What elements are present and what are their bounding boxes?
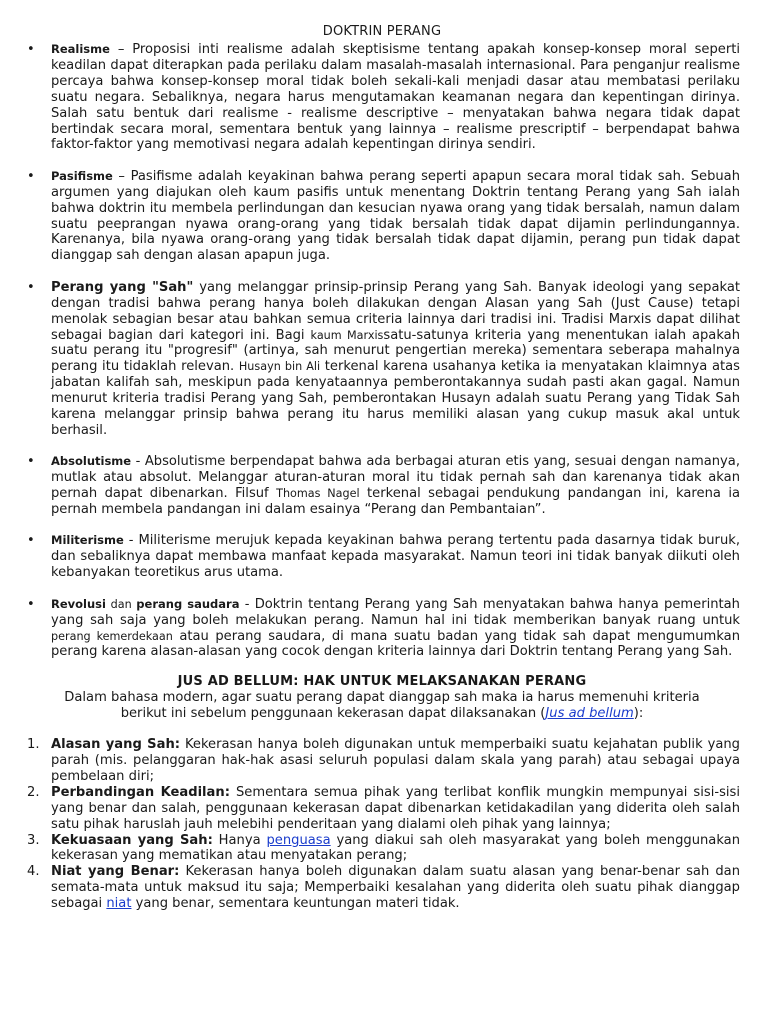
list-item-revolusi [24, 597, 740, 661]
list-item-pasifisme [24, 169, 740, 264]
separator: – [109, 42, 133, 57]
small-text: Husayn bin Ali [238, 360, 321, 374]
connector-text: dan [105, 597, 137, 611]
small-text: Thomas Nagel [276, 487, 360, 501]
body-text: terkenal sebagai pendukung pandangan ini, karena ia pernah membela pandangan ini dalam esainya “Perang dan Pembantaian”. [51, 486, 740, 518]
criteria-item-1 [24, 737, 740, 785]
term-absolutisme: Absolutisme [51, 454, 132, 469]
bullet-icon: • [27, 596, 35, 612]
list-item-absolutisme [24, 454, 740, 518]
body-text: Hanya [212, 832, 267, 848]
criteria-item-2 [24, 785, 740, 833]
term-pasifisme: Pasifisme [51, 168, 113, 183]
item-number: 1. [27, 737, 40, 753]
body-text: Sementara semua pihak yang terlibat konflik mungkin mempunyai sisi-sisi yang benar dan salah, penggunaan kekerasan dapat dibenarkan ketidakadilan yang diderita oleh salah satu pihak haruslah jauh melebihi penderitaan yang dialami oleh pihak yang lainnya; [51, 784, 740, 832]
document-title: DOKTRIN PERANG [322, 24, 442, 39]
bullet-icon: • [27, 279, 35, 295]
bullet-icon: • [27, 533, 35, 549]
list-item-realisme [24, 42, 740, 153]
bullet-icon: • [27, 168, 35, 184]
criteria-term: Alasan yang Sah: [51, 737, 180, 753]
body-text: Kekerasan hanya boleh digunakan untuk memperbaiki suatu kejahatan publik yang parah (mis. pelanggaran hak-hak asasi seluruh populasi dalam skala yang parah) atau sebagai upaya pembelaan diri; [51, 737, 740, 784]
bullet-icon: • [27, 454, 35, 470]
body-text: yang melanggar prinsip-prinsip Perang yang Sah. Banyak ideologi yang sepakat dengan tradisi bahwa perang hanya boleh dilakukan dengan Alasan yang Sah (Just Cause) tetapi menolak sebagian besar atau bahkan semua criteria lainnya dari tradisi ini. Tradisi Marxis dapat dilihat sebagai bagian dari kategori ini. Bagi [51, 279, 740, 343]
jus-ad-bellum-link[interactable]: Jus ad bellum [545, 706, 634, 722]
term-perang-sah: Perang yang "Sah" [51, 279, 194, 295]
term-perang-saudara: perang saudara [136, 596, 240, 611]
small-text: perang kemerdekaan [51, 629, 173, 643]
penguasa-link[interactable]: penguasa [266, 832, 331, 848]
niat-link[interactable]: niat [106, 896, 132, 912]
body-text: - Absolutisme berpendapat bahwa ada berbagai aturan etis yang, sesuai dengan namanya, mutlak atau absolut. Melanggar aturan-aturan moral itu tidak pernah sah dan karenanya tidak akan pernah dapat dibenarkan. Filsuf [51, 454, 740, 502]
list-item-militerisme [24, 533, 740, 581]
body-text: Pasifisme adalah keyakinan bahwa perang seperti apapun secara moral tidak sah. Sebuah argumen yang diajukan oleh kaum pasifis untuk menentang Doktrin tentang Perang yang Sah ialah bahwa doktrin itu membela perlindungan dan kesucian nyawa orang yang tidak bersalah, namun dalam suatu peeprangan nyawa orang-orang yang tidak bersalah tidak dapat dijamin perlindungannya. Karenanya, bila nyawa orang-orang yang tidak bersalah tidak dapat dijamin, perang pun tidak dapat dianggap sah dengan alasan apapun juga. [51, 168, 740, 264]
body-text: terkenal karena usahanya ketika ia menyatakan klaimnya atas jabatan kalifah sah, meskipun pada kenyataannya pemberontakannya sudah pasti akan gagal. Namun menurut kriteria tradisi Perang yang Sah, pemberontakan Husayn adalah suatu Perang yang Tidak Sah karena melanggar prinsip bahwa perang itu harus memiliki alasan yang cukup masuk akal untuk berhasil. [51, 359, 741, 438]
item-number: 3. [27, 832, 40, 848]
separator: – [112, 168, 131, 184]
criteria-item-3 [24, 833, 740, 865]
list-item-perang-sah [24, 280, 740, 439]
criteria-item-4 [24, 864, 740, 912]
item-number: 4. [27, 864, 40, 880]
term-militerisme: Militerisme [51, 533, 124, 548]
body-text: - Doktrin tentang Perang yang Sah menyatakan bahwa hanya pemerintah yang sah saja yang boleh melakukan perang. Namun hal ini tidak memberikan banyak ruang untuk [51, 596, 740, 628]
body-text: yang diakui sah oleh masyarakat yang boleh menggunakan kekerasan yang mematikan atau menyatakan perang; [51, 832, 741, 864]
section-heading: JUS AD BELLUM: HAK UNTUK MELAKSANAKAN PERANG [177, 674, 587, 690]
body-text: Proposisi inti realisme adalah skeptisisme tentang apakah konsep-konsep moral seperti keadilan dapat diterapkan pada perilaku dalam masalah-masalah internasional. Para penganjur realisme percaya bahwa konsep-konsep moral tidak boleh sekali-kali menjadi dasar atau membatasi perilaku suatu negara. Sebaliknya, negara harus mengutamakan keamanan negara dan kepentingan dirinya. Salah satu bentuk dari realisme - realisme descriptive – menyatakan bahwa negara tidak dapat bertindak secara moral, sementara bentuk yang lainnya – realisme prescriptif – berpendapat bahwa faktor-faktor yang memotivasi negara adalah kepentingan dirinya sendiri. [51, 42, 740, 153]
body-text: atau perang saudara, di mana suatu badan yang tidak sah dapat mengumumkan perang karena alasan-alasan yang cocok dengan kriteria lainnya dari Doktrin tentang Perang yang Sah. [51, 628, 740, 660]
body-text: - Militerisme merujuk kepada keyakinan bahwa perang tertentu pada dasarnya tidak buruk, dan sebaliknya dapat membawa manfaat kepada masyarakat. Namun teori ini tidak banyak diikuti oleh kebanyakan teoretikus arus utama. [51, 533, 740, 581]
doctrine-list [24, 42, 740, 660]
criteria-list [24, 737, 740, 912]
body-text: yang benar, sementara keuntungan materi tidak. [131, 896, 460, 912]
intro-text: Dalam bahasa modern, agar suatu perang dapat dianggap sah maka ia harus memenuhi kriteria berikut ini sebelum penggunaan kekerasan dapat dilaksanakan ( [64, 690, 700, 722]
small-text: kaum Marxis [310, 328, 384, 342]
term-revolusi: Revolusi [51, 596, 106, 611]
bullet-icon: • [27, 42, 35, 57]
criteria-term: Niat yang Benar: [51, 864, 180, 880]
item-number: 2. [27, 784, 40, 800]
term-realisme: Realisme [51, 42, 110, 56]
criteria-term: Perbandingan Keadilan: [51, 784, 230, 800]
body-text: satu-satunya kriteria yang menentukan ialah apakah suatu perang itu "progresif" (artinya, sah menurut pengertian mereka) sementara seberapa mahalnya perang itu tidaklah relevan. [51, 327, 740, 375]
criteria-term: Kekuasaan yang Sah: [51, 832, 213, 848]
body-text: Kekerasan hanya boleh digunakan dalam suatu alasan yang benar-benar sah dan semata-mata untuk maksud itu saja; Memperbaiki kesalahan yang diderita oleh suatu pihak dianggap sebagai [51, 864, 740, 912]
intro-end: ): [633, 706, 644, 722]
section-intro [24, 690, 740, 722]
